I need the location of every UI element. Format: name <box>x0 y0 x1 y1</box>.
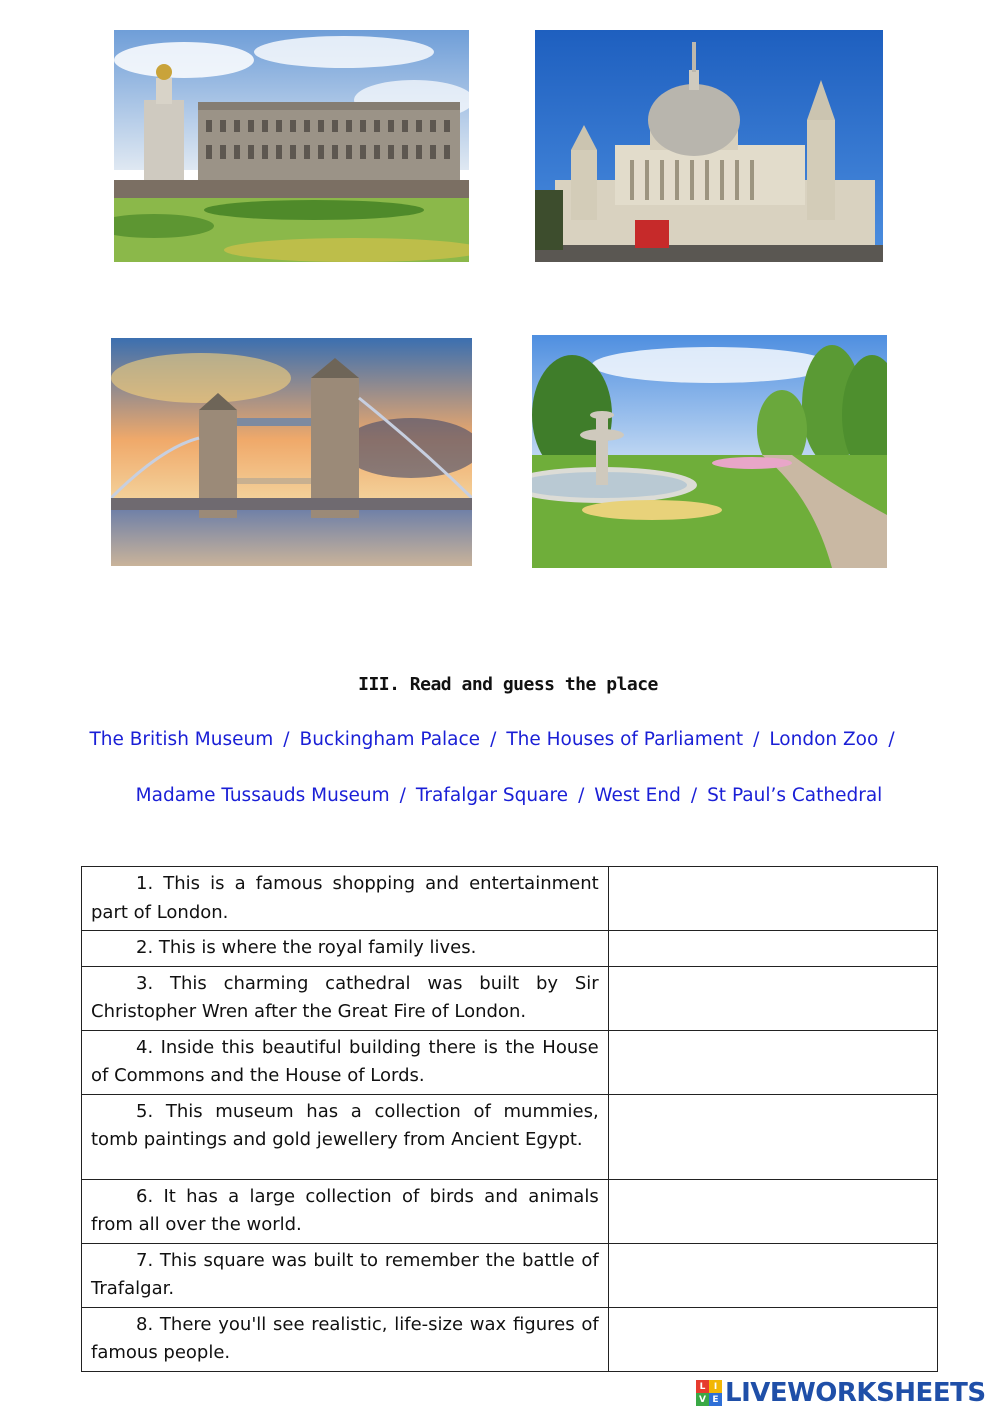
answer-field[interactable] <box>608 1030 937 1094</box>
question-text: 6. It has a large collection of birds and animals from all over the world. <box>91 1185 599 1235</box>
answer-field[interactable] <box>608 1179 937 1243</box>
table-row <box>82 1307 938 1371</box>
question-text: 1. This is a famous shopping and entertainment part of London. <box>91 873 599 923</box>
liveworksheets-logo <box>696 1376 986 1410</box>
question-text: 4. Inside this beautiful building there is the House of Commons and the House of Lords. <box>91 1036 599 1086</box>
brand-name: LIVEWORKSHEETS <box>725 1378 986 1408</box>
table-row <box>82 1179 938 1243</box>
answer-field[interactable] <box>608 931 937 967</box>
word-bank-item: St Paul’s Cathedral <box>707 785 883 806</box>
logo-mark-letter: L <box>696 1380 709 1393</box>
word-bank-separator: / <box>690 785 698 806</box>
question-text: 5. This museum has a collection of mummies, tomb paintings and gold jewellery from Ancient Egypt. <box>91 1100 599 1150</box>
word-bank-separator: / <box>753 729 760 750</box>
question-table <box>81 866 938 1372</box>
word-bank-separator: / <box>888 729 895 750</box>
word-bank-separator: / <box>578 785 585 806</box>
liveworksheets-mark-icon <box>696 1380 722 1406</box>
answer-field[interactable] <box>608 867 937 931</box>
question-text: 8. There you'll see realistic, life-size wax figures of famous people. <box>91 1313 599 1363</box>
word-bank-item: London Zoo <box>769 729 879 750</box>
question-cell <box>82 931 609 967</box>
word-bank-line-2 <box>9 785 1000 806</box>
question-cell <box>82 1030 609 1094</box>
table-row <box>82 1243 938 1307</box>
st-pauls-cathedral-photo <box>535 30 883 262</box>
question-text: 7. This square was built to remember the battle of Trafalgar. <box>91 1249 599 1299</box>
answer-field[interactable] <box>608 1307 937 1371</box>
word-bank-item: The British Museum <box>89 729 274 750</box>
word-bank-item: Buckingham Palace <box>299 729 481 750</box>
section-heading: III. Read and guess the place <box>358 674 658 695</box>
table-row <box>82 1030 938 1094</box>
table-row <box>82 966 938 1030</box>
word-bank-separator: / <box>490 729 497 750</box>
logo-mark-letter: I <box>709 1380 722 1393</box>
question-text: 2. This is where the royal family lives. <box>136 937 477 958</box>
word-bank-separator: / <box>283 729 290 750</box>
question-cell <box>82 1094 609 1179</box>
question-cell <box>82 966 609 1030</box>
answer-field[interactable] <box>608 1094 937 1179</box>
answer-field[interactable] <box>608 1243 937 1307</box>
logo-mark-letter: V <box>696 1393 709 1406</box>
question-cell <box>82 1307 609 1371</box>
word-bank-item: West End <box>594 785 681 806</box>
word-bank-item: The Houses of Parliament <box>506 729 744 750</box>
word-bank-item: Madame Tussauds Museum <box>135 785 390 806</box>
answer-field[interactable] <box>608 966 937 1030</box>
question-cell <box>82 867 609 931</box>
word-bank-separator: / <box>399 785 406 806</box>
buckingham-palace-photo <box>114 30 469 262</box>
word-bank-item: Trafalgar Square <box>415 785 569 806</box>
question-text: 3. This charming cathedral was built by Sir Christopher Wren after the Great Fire of London. <box>91 972 599 1022</box>
question-cell <box>82 1179 609 1243</box>
logo-mark-letter: E <box>709 1393 722 1406</box>
table-row <box>82 1094 938 1179</box>
park-fountain-photo <box>532 335 887 568</box>
word-bank-line-1 <box>0 729 997 750</box>
question-cell <box>82 1243 609 1307</box>
tower-bridge-photo <box>111 338 472 566</box>
table-row <box>82 867 938 931</box>
table-row <box>82 931 938 967</box>
